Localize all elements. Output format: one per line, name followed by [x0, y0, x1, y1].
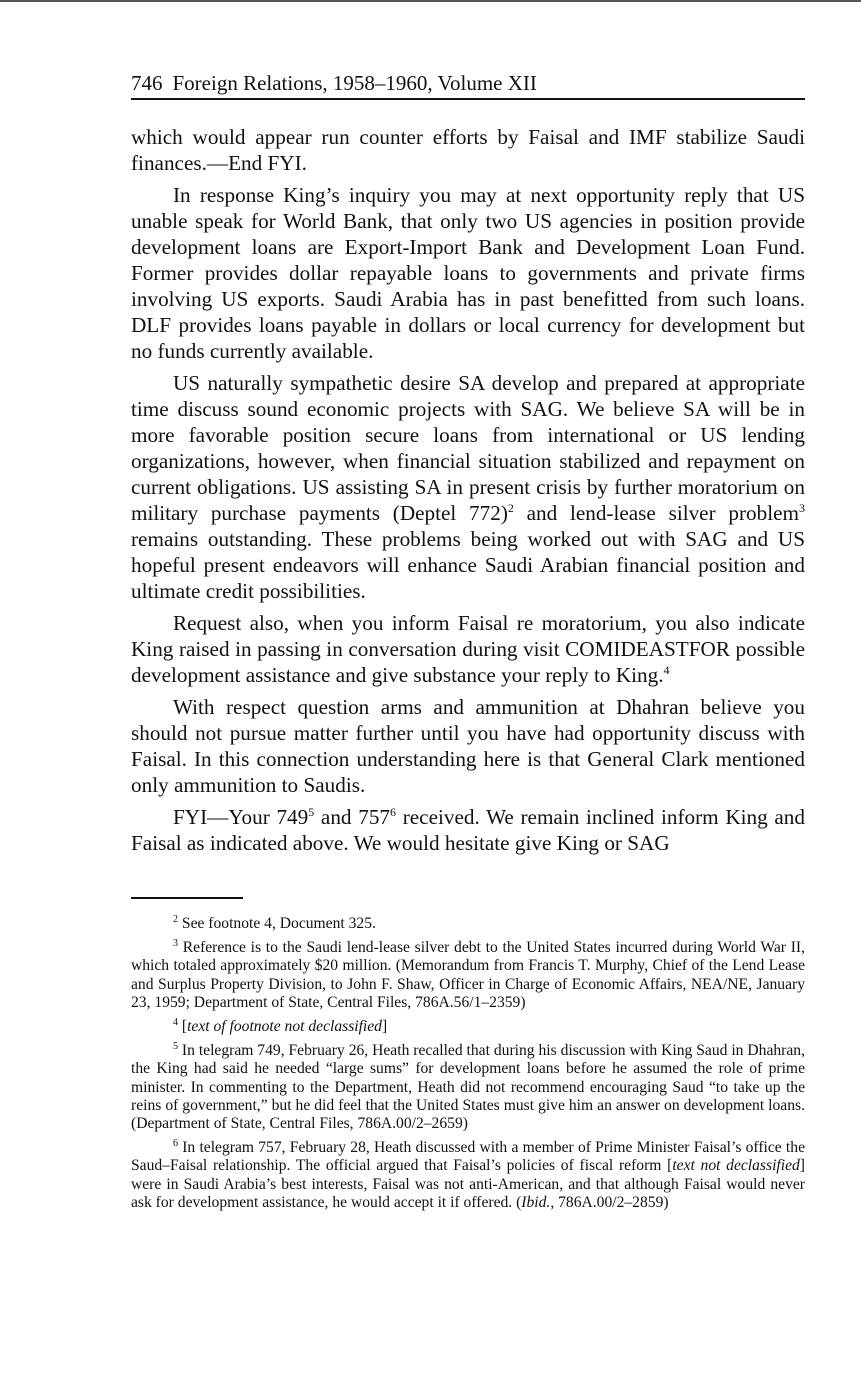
text-run: [	[178, 1018, 188, 1036]
running-title: Foreign Relations, 1958–1960, Volume XII	[172, 71, 537, 95]
text-run: FYI—Your 749	[173, 805, 309, 829]
footnote	[131, 1018, 805, 1036]
italic-text: text of footnote not declassified	[187, 1018, 382, 1036]
italic-text: Ibid.	[521, 1193, 551, 1211]
text-run: In response King’s inquiry you may at next opportunity reply that US unable speak for World Bank, that only two US agencies in position provide development loans are Export-Import Bank and Development Loan Fund. Former provides dollar repayable loans to governments and private firms involving US exports. Saudi Arabia has in past benefitted from such loans. DLF provides loans payable in dollars or local currency for development but no funds currently available.	[131, 183, 805, 363]
text-run: Reference is to the Saudi lend-lease silver debt to the United States incurred during World War II, which totaled approximately $20 million. (Memorandum from Francis T. Murphy, Chief of the Lend Lease and Surplus Property Division, to John F. Shaw, Officer in Charge of Economic Affairs, NEA/NE, January 23, 1959; Department of State, Central Files, 786A.56/1–2359)	[131, 939, 805, 1011]
footnote-ref: 3	[173, 938, 178, 950]
body-paragraph	[131, 804, 805, 856]
footnote	[131, 915, 805, 933]
text-run: See footnote 4, Document 325.	[178, 915, 376, 932]
text-run: and lend-lease silver problem	[513, 501, 799, 525]
italic-text: text not declassified	[672, 1157, 800, 1175]
document-page	[131, 70, 805, 862]
footnote-separator	[131, 897, 243, 899]
body-paragraph	[131, 370, 805, 604]
text-run: which would appear run counter efforts by Faisal and IMF stabilize Saudi finances.—End FYI.	[131, 125, 805, 175]
footnote-ref: 2	[507, 500, 514, 515]
footnote	[131, 939, 805, 1012]
footnotes-section	[131, 915, 805, 1218]
text-run: and 757	[314, 805, 391, 829]
text-run: ]	[381, 1018, 388, 1036]
page-number: 746	[131, 71, 163, 95]
footnote	[131, 1042, 805, 1133]
text-run: received. We remain inclined inform King and Faisal as indicated above. We would hesitate give King or SAG	[131, 805, 805, 855]
text-run: ] were in Saudi Arabia’s best interests, Faisal was not anti-American, and that although Faisal would never ask for development assistance, he would accept it if offered. (	[131, 1157, 805, 1211]
footnote-ref: 4	[663, 662, 670, 677]
text-run: With respect question arms and ammunition at Dhahran believe you should not pursue matter further until you have had opportunity discuss with Faisal. In this connection understanding here is that General Clark mentioned only ammunition to Saudis.	[131, 695, 805, 797]
footnote-ref: 6	[390, 804, 397, 819]
body-text	[131, 124, 805, 856]
body-paragraph	[131, 124, 805, 176]
text-run: In telegram 749, February 26, Heath recalled that during his discussion with King Saud in Dhahran, the King had said he needed “large sums” for development loans before he assumed the role of prime minister. In commenting to the Department, Heath did not recommend encouraging Saud “to take up the reins of government,” but he did feel that the United States must give him an answer on development loans. (Department of State, Central Files, 786A.00/2–2659)	[131, 1042, 805, 1133]
text-run: , 786A.00/2–2859)	[550, 1193, 669, 1211]
running-header	[131, 70, 805, 100]
text-run: US naturally sympathetic desire SA develop and prepared at appropriate time discuss sound economic projects with SAG. We believe SA will be in more favorable position secure loans from international or US lending organizations, however, when financial situation stabilized and repayment on current obligations. US assisting SA in present crisis by further moratorium on military purchase payments (Deptel 772)	[131, 371, 805, 525]
body-paragraph	[131, 182, 805, 364]
footnote-ref: 5	[308, 804, 315, 819]
text-run: In telegram 757, February 28, Heath discussed with a member of Prime Minister Faisal’s office the Saud–Faisal relationship. The official argued that Faisal’s policies of fiscal reform [	[131, 1139, 805, 1175]
footnote-ref: 4	[173, 1016, 178, 1028]
footnote-ref: 3	[799, 500, 805, 515]
text-run: Request also, when you inform Faisal re moratorium, you also indicate King raised in passing in conversation during visit COMIDEASTFOR possible development assistance and give substance your reply to King.	[131, 611, 805, 687]
body-paragraph	[131, 610, 805, 688]
top-border-rule	[0, 0, 861, 2]
footnote-ref: 5	[173, 1041, 178, 1053]
footnote	[131, 1139, 805, 1212]
footnote-ref: 6	[173, 1138, 178, 1150]
footnote-ref: 2	[173, 913, 178, 925]
body-paragraph	[131, 694, 805, 798]
text-run: remains outstanding. These problems being worked out with SAG and US hopeful present endeavors will enhance Saudi Arabian financial position and ultimate credit possibilities.	[131, 527, 805, 603]
